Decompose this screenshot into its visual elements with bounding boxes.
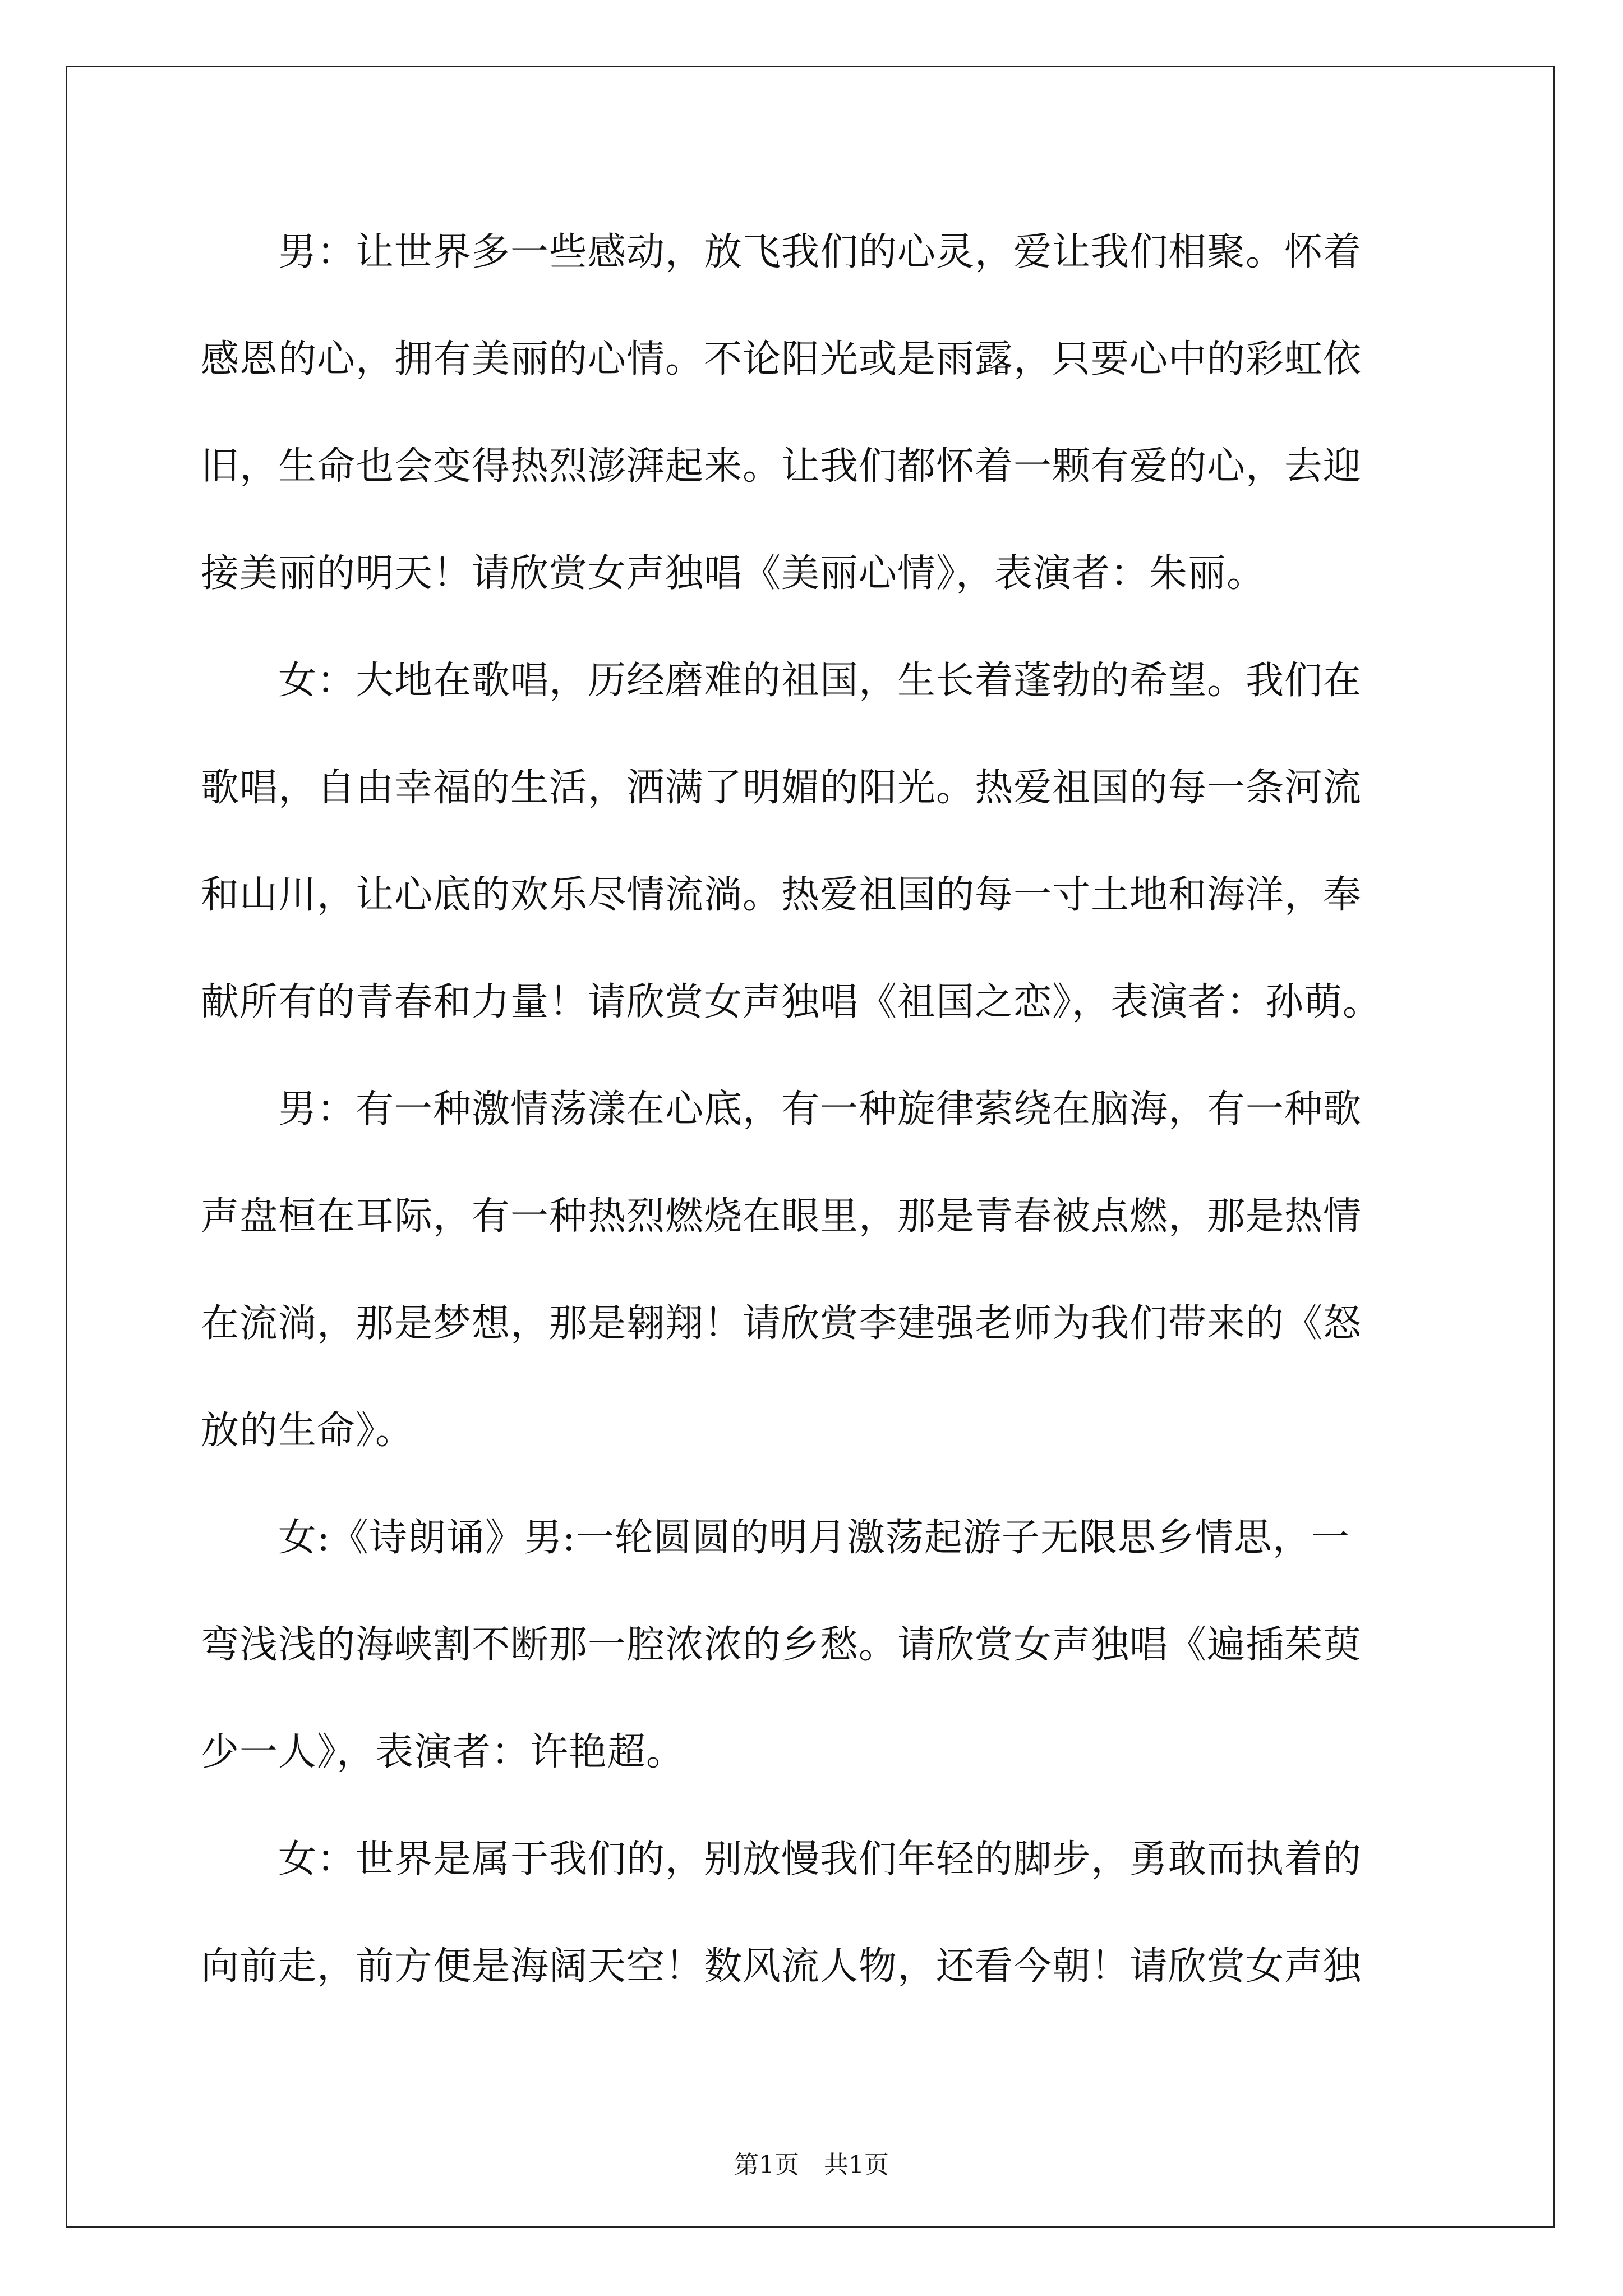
text-line: 和山川，让心底的欢乐尽情流淌。热爱祖国的每一寸土地和海洋，奉 <box>201 873 1362 917</box>
text-line: 女：世界是属于我们的，别放慢我们年轻的脚步，勇敢而执着的 <box>201 1837 1362 1881</box>
page-border <box>66 66 1555 2228</box>
text-line: 男：有一种激情荡漾在心底，有一种旋律萦绕在脑海，有一种歌 <box>201 1087 1362 1131</box>
text-line: 女：大地在歌唱，历经磨难的祖国，生长着蓬勃的希望。我们在 <box>201 659 1362 703</box>
text-line: 男：让世界多一些感动，放飞我们的心灵，爱让我们相聚。怀着 <box>201 230 1362 274</box>
text-line: 弯浅浅的海峡割不断那一腔浓浓的乡愁。请欣赏女声独唱《遍插茱萸 <box>201 1623 1362 1667</box>
text-line: 歌唱，自由幸福的生活，洒满了明媚的阳光。热爱祖国的每一条河流 <box>201 766 1362 810</box>
page-footer: 第1页 共1页 <box>734 2151 889 2179</box>
text-line: 献所有的青春和力量！请欣赏女声独唱《祖国之恋》，表演者：孙萌。 <box>201 980 1382 1024</box>
text-line: 感恩的心，拥有美丽的心情。不论阳光或是雨露，只要心中的彩虹依 <box>201 337 1362 381</box>
text-line: 向前走，前方便是海阔天空！数风流人物，还看今朝！请欣赏女声独 <box>201 1944 1362 1989</box>
text-line: 放的生命》。 <box>201 1409 414 1453</box>
text-line: 在流淌，那是梦想，那是翱翔！请欣赏李建强老师为我们带来的《怒 <box>201 1301 1362 1346</box>
text-line: 声盘桓在耳际，有一种热烈燃烧在眼里，那是青春被点燃，那是热情 <box>201 1194 1362 1239</box>
text-line: 旧，生命也会变得热烈澎湃起来。让我们都怀着一颗有爱的心，去迎 <box>201 444 1362 489</box>
text-line: 女:《诗朗诵》男:一轮圆圆的明月激荡起游子无限思乡情思，一 <box>201 1516 1350 1560</box>
text-line: 少一人》，表演者：许艳超。 <box>201 1730 685 1774</box>
text-line: 接美丽的明天！请欣赏女声独唱《美丽心情》，表演者：朱丽。 <box>201 551 1266 596</box>
